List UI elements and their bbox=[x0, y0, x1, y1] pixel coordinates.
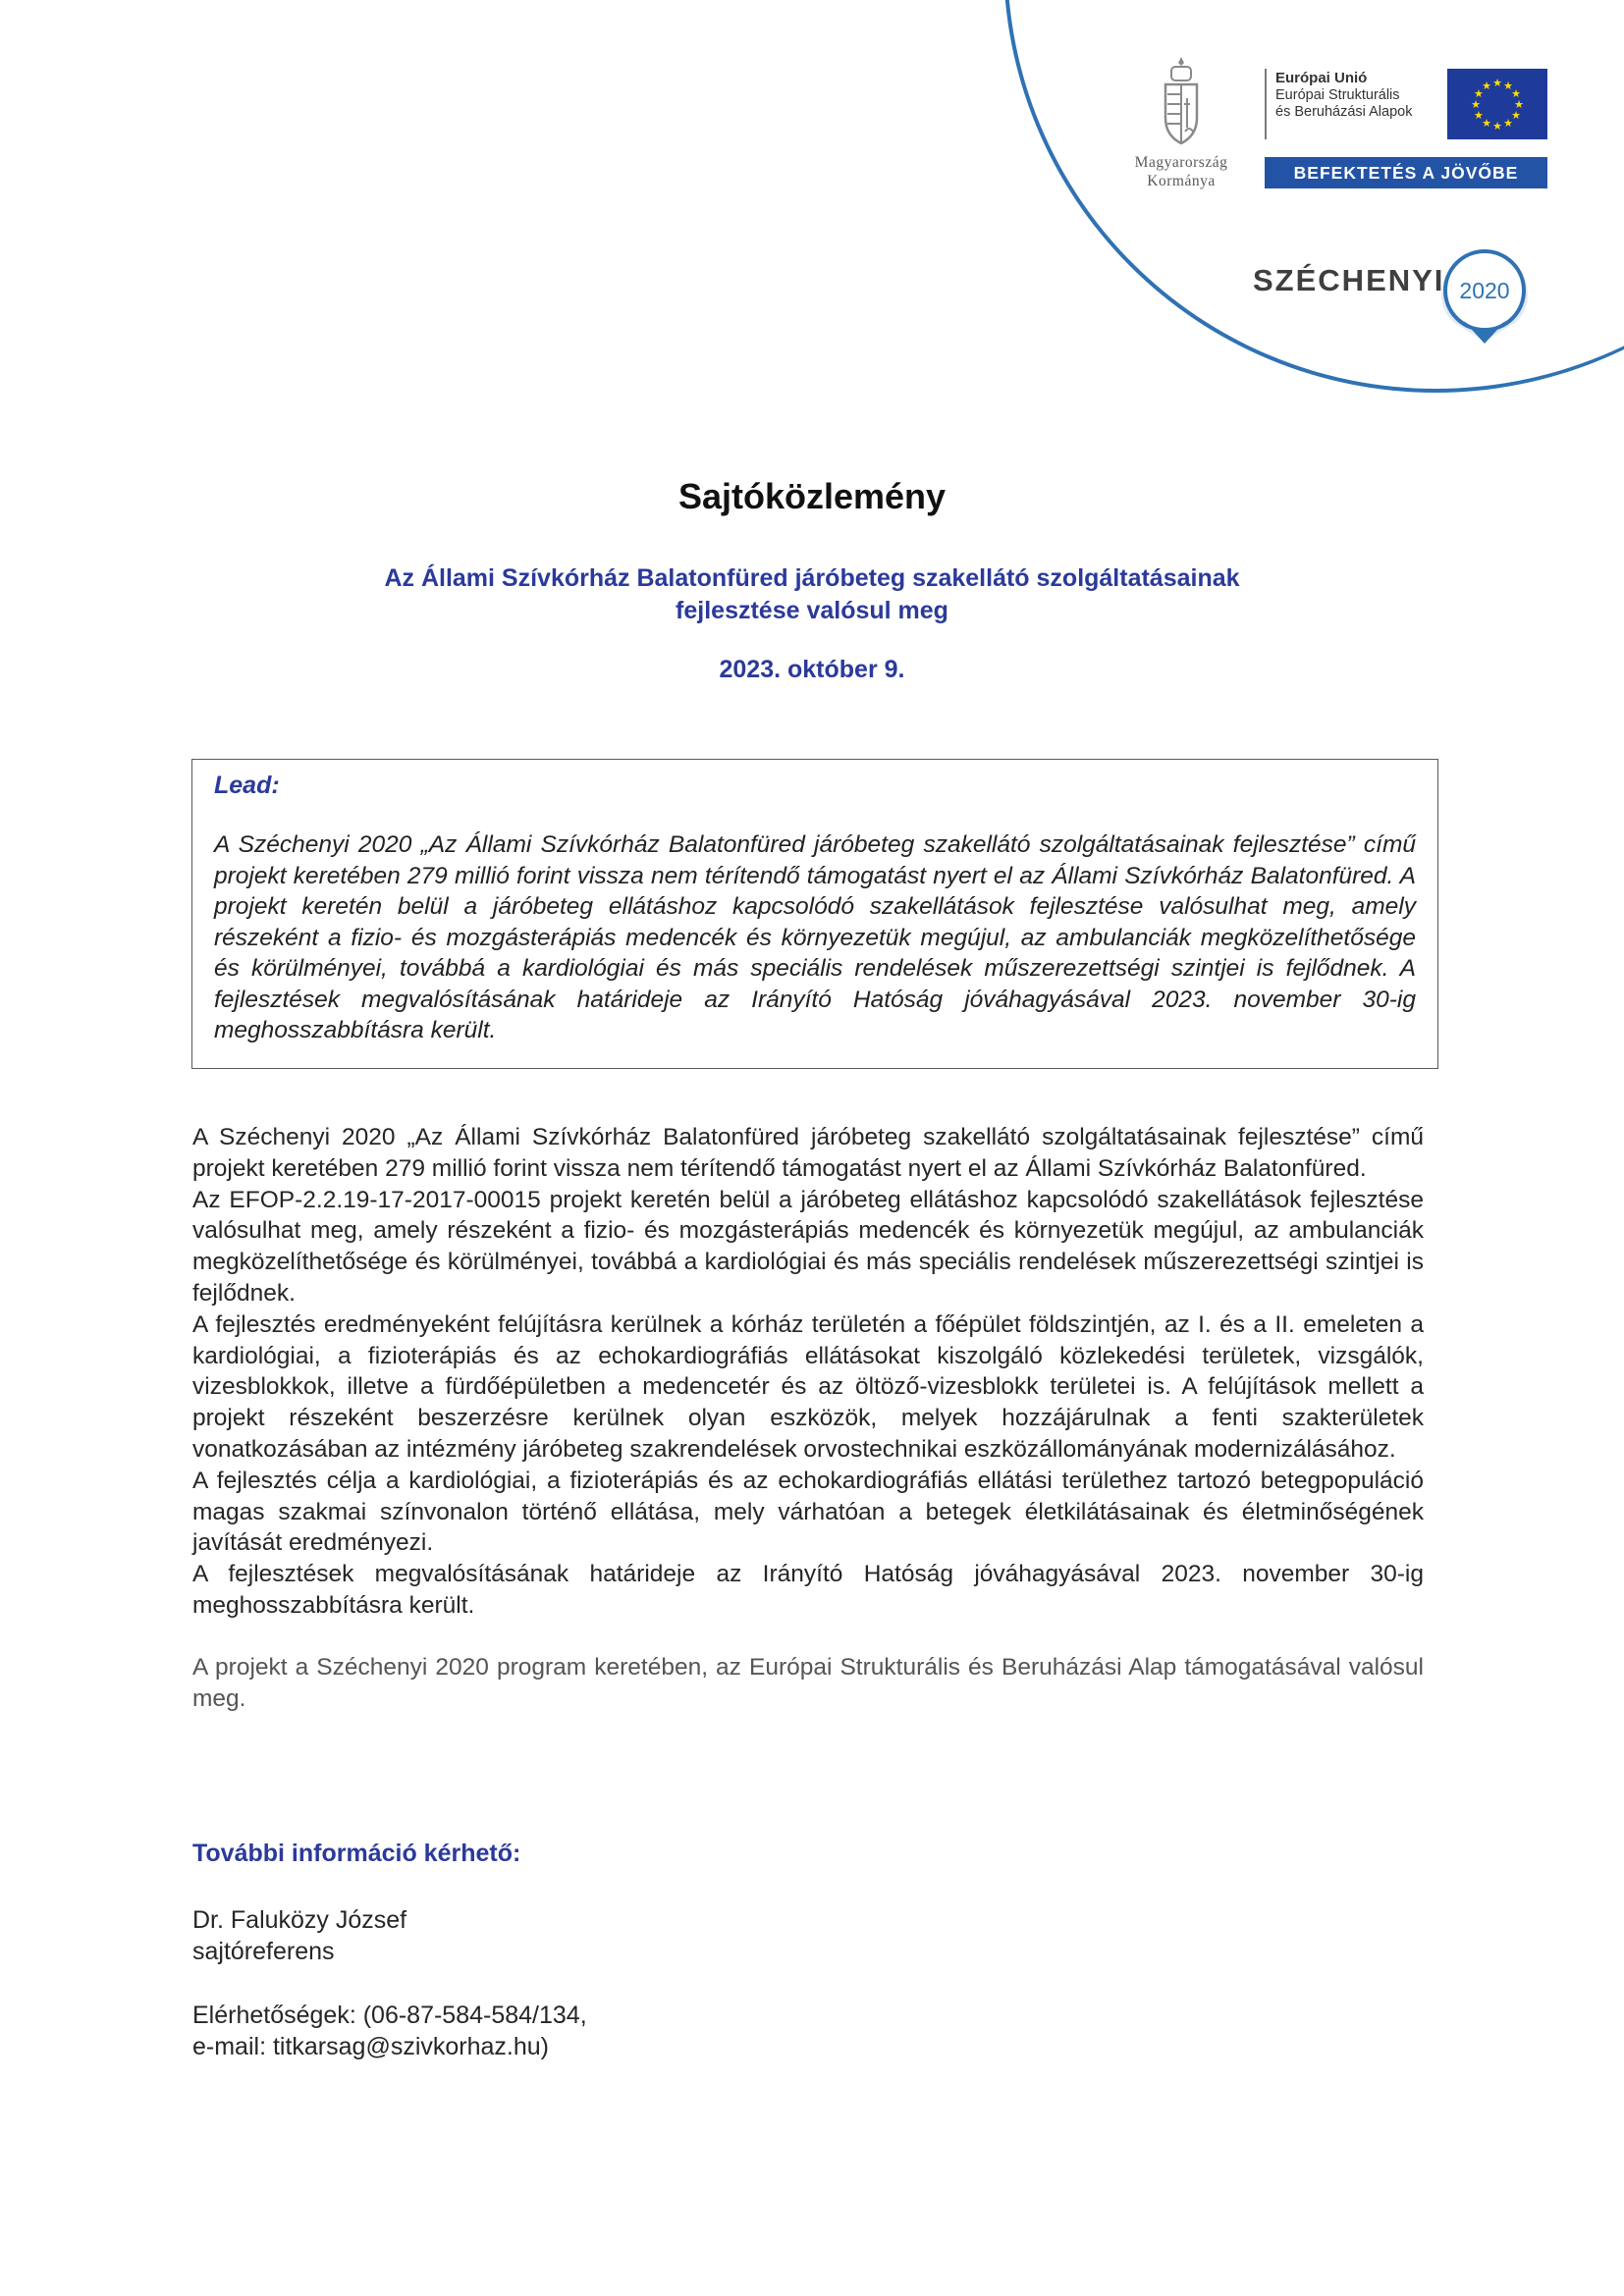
press-subtitle bbox=[295, 562, 1329, 627]
body-paragraph-4: A fejlesztés célja a kardiológiai, a fizioterápiás és az echokardiográfiás ellátási területhez tartozó betegpopuláció magas szakmai színvonalon történő ellátása, mely várhatóan a betegek életkilátásainak és életminőségének javítását eredményezi. bbox=[192, 1467, 1424, 1557]
gov-logo-line-1: Magyarország bbox=[1134, 154, 1228, 171]
eu-subtitle-1: Európai Strukturális bbox=[1275, 87, 1400, 103]
szechenyi-year: 2020 bbox=[1459, 278, 1510, 303]
contact-email[interactable]: e-mail: titkarsag@szivkorhaz.hu) bbox=[192, 2033, 549, 2060]
eu-text-block bbox=[1265, 69, 1443, 139]
eu-banner: BEFEKTETÉS A JÖVŐBE bbox=[1265, 157, 1547, 188]
body-paragraph-3: A fejlesztés eredményeként felújításra kerülnek a kórház területén a főépület földszintjén, az I. és a II. emeleten a kardiológiai, a fizioterápiás és az echokardiográfiás ellátásokat kiszolgáló közlekedési területek, vizsgálók, vizesblokkok, illetve a fürdőépületben a medencetér és az öltöző-vizesblokk területei is. A felújítások mellett a projekt részeként beszerzésre kerülnek olyan eszközök, melyek hozzájárulnak a fenti szakterületek vonatkozásában az intézmény járóbeteg szakrendelések orvostechnikai eszközállományának modernizálásához. bbox=[192, 1310, 1424, 1463]
contact-name: Dr. Faluközy József bbox=[192, 1906, 407, 1934]
subtitle-line-2: fejlesztése valósul meg bbox=[676, 597, 948, 624]
contact-phone: Elérhetőségek: (06-87-584-584/134, bbox=[192, 2002, 587, 2029]
lead-box bbox=[191, 759, 1438, 1069]
eu-flag-icon bbox=[1447, 69, 1547, 139]
eu-star-icon: ★ bbox=[1511, 110, 1522, 122]
body-paragraph-5: A fejlesztések megvalósításának határideje az Irányító Hatóság jóváhagyásával 2023. november 30-ig meghosszabbításra került. bbox=[192, 1561, 1424, 1619]
szechenyi-2020-pin-icon bbox=[1437, 247, 1540, 346]
eu-star-icon: ★ bbox=[1492, 78, 1502, 89]
eu-star-icon: ★ bbox=[1471, 99, 1481, 111]
gov-logo-line-2: Kormánya bbox=[1147, 173, 1216, 189]
lead-text: A Széchenyi 2020 „Az Állami Szívkórház Balatonfüred járóbeteg szakellátó szolgáltatásainak fejlesztése” című projekt keretében 279 millió forint vissza nem térítendő támogatást nyert el az Állami Szívkórház Balatonfüred. A projekt keretén belül a járóbeteg ellátáshoz kapcsolódó szakellátások fejlesztése valósulhat meg, amely részeként a fizio- és mozgásterápiás medencék és környezetük megújul, az ambulanciák megközelíthetősége és körülményei, továbbá a kardiológiai és más speciális rendelések műszerezettségi szintjei is fejlődnek. A fejlesztések megvalósításának határideje az Irányító Hatóság jóváhagyásával 2023. november 30-ig meghosszabbításra került. bbox=[214, 831, 1416, 1043]
hungary-government-logo bbox=[1098, 55, 1265, 190]
eu-star-icon: ★ bbox=[1482, 118, 1491, 131]
eu-star-icon: ★ bbox=[1492, 121, 1502, 133]
body-paragraph-2: Az EFOP-2.2.19-17-2017-00015 projekt keretén belül a járóbeteg ellátáshoz kapcsolódó szakellátások fejlesztése valósulhat meg, amely részeként a fizio- és mozgásterápiás medencék és környezetük megújul, az ambulanciák megközelíthetősége és körülményei, továbbá a kardiológiai és más speciális rendelések műszerezettségi szintjei is fejlődnek. bbox=[192, 1186, 1424, 1307]
eu-title: Európai Unió bbox=[1275, 70, 1368, 86]
release-date: 2023. október 9. bbox=[719, 656, 905, 683]
eu-star-icon: ★ bbox=[1473, 110, 1484, 122]
eu-star-icon: ★ bbox=[1482, 80, 1491, 92]
szechenyi-wordmark: SZÉCHENYI bbox=[1253, 263, 1445, 297]
subtitle-line-1: Az Állami Szívkórház Balatonfüred járóbeteg szakellátó szolgáltatásainak bbox=[384, 564, 1240, 592]
body-paragraph-funding: A projekt a Széchenyi 2020 program keretében, az Európai Strukturális és Beruházási Alap támogatásával valósul meg. bbox=[192, 1653, 1424, 1712]
contact-block bbox=[192, 1904, 587, 2062]
lead-label: Lead: bbox=[214, 772, 280, 799]
contact-role: sajtóreferens bbox=[192, 1938, 335, 1965]
eu-star-icon: ★ bbox=[1473, 88, 1484, 100]
body-text bbox=[192, 1122, 1424, 1714]
contact-heading: További információ kérhető: bbox=[192, 1840, 521, 1867]
body-paragraph-1: A Széchenyi 2020 „Az Állami Szívkórház Balatonfüred járóbeteg szakellátó szolgáltatásainak fejlesztése” című projekt keretében 279 millió forint vissza nem térítendő támogatást nyert el az Állami Szívkórház Balatonfüred. bbox=[192, 1124, 1424, 1182]
eu-star-icon: ★ bbox=[1503, 80, 1513, 92]
eu-star-icon: ★ bbox=[1511, 88, 1522, 100]
eu-star-icon: ★ bbox=[1503, 118, 1513, 131]
eu-star-icon: ★ bbox=[1514, 99, 1524, 111]
eu-subtitle-2: és Beruházási Alapok bbox=[1275, 104, 1413, 120]
page-title: Sajtóközlemény bbox=[677, 476, 947, 516]
coat-of-arms-icon bbox=[1158, 55, 1205, 147]
